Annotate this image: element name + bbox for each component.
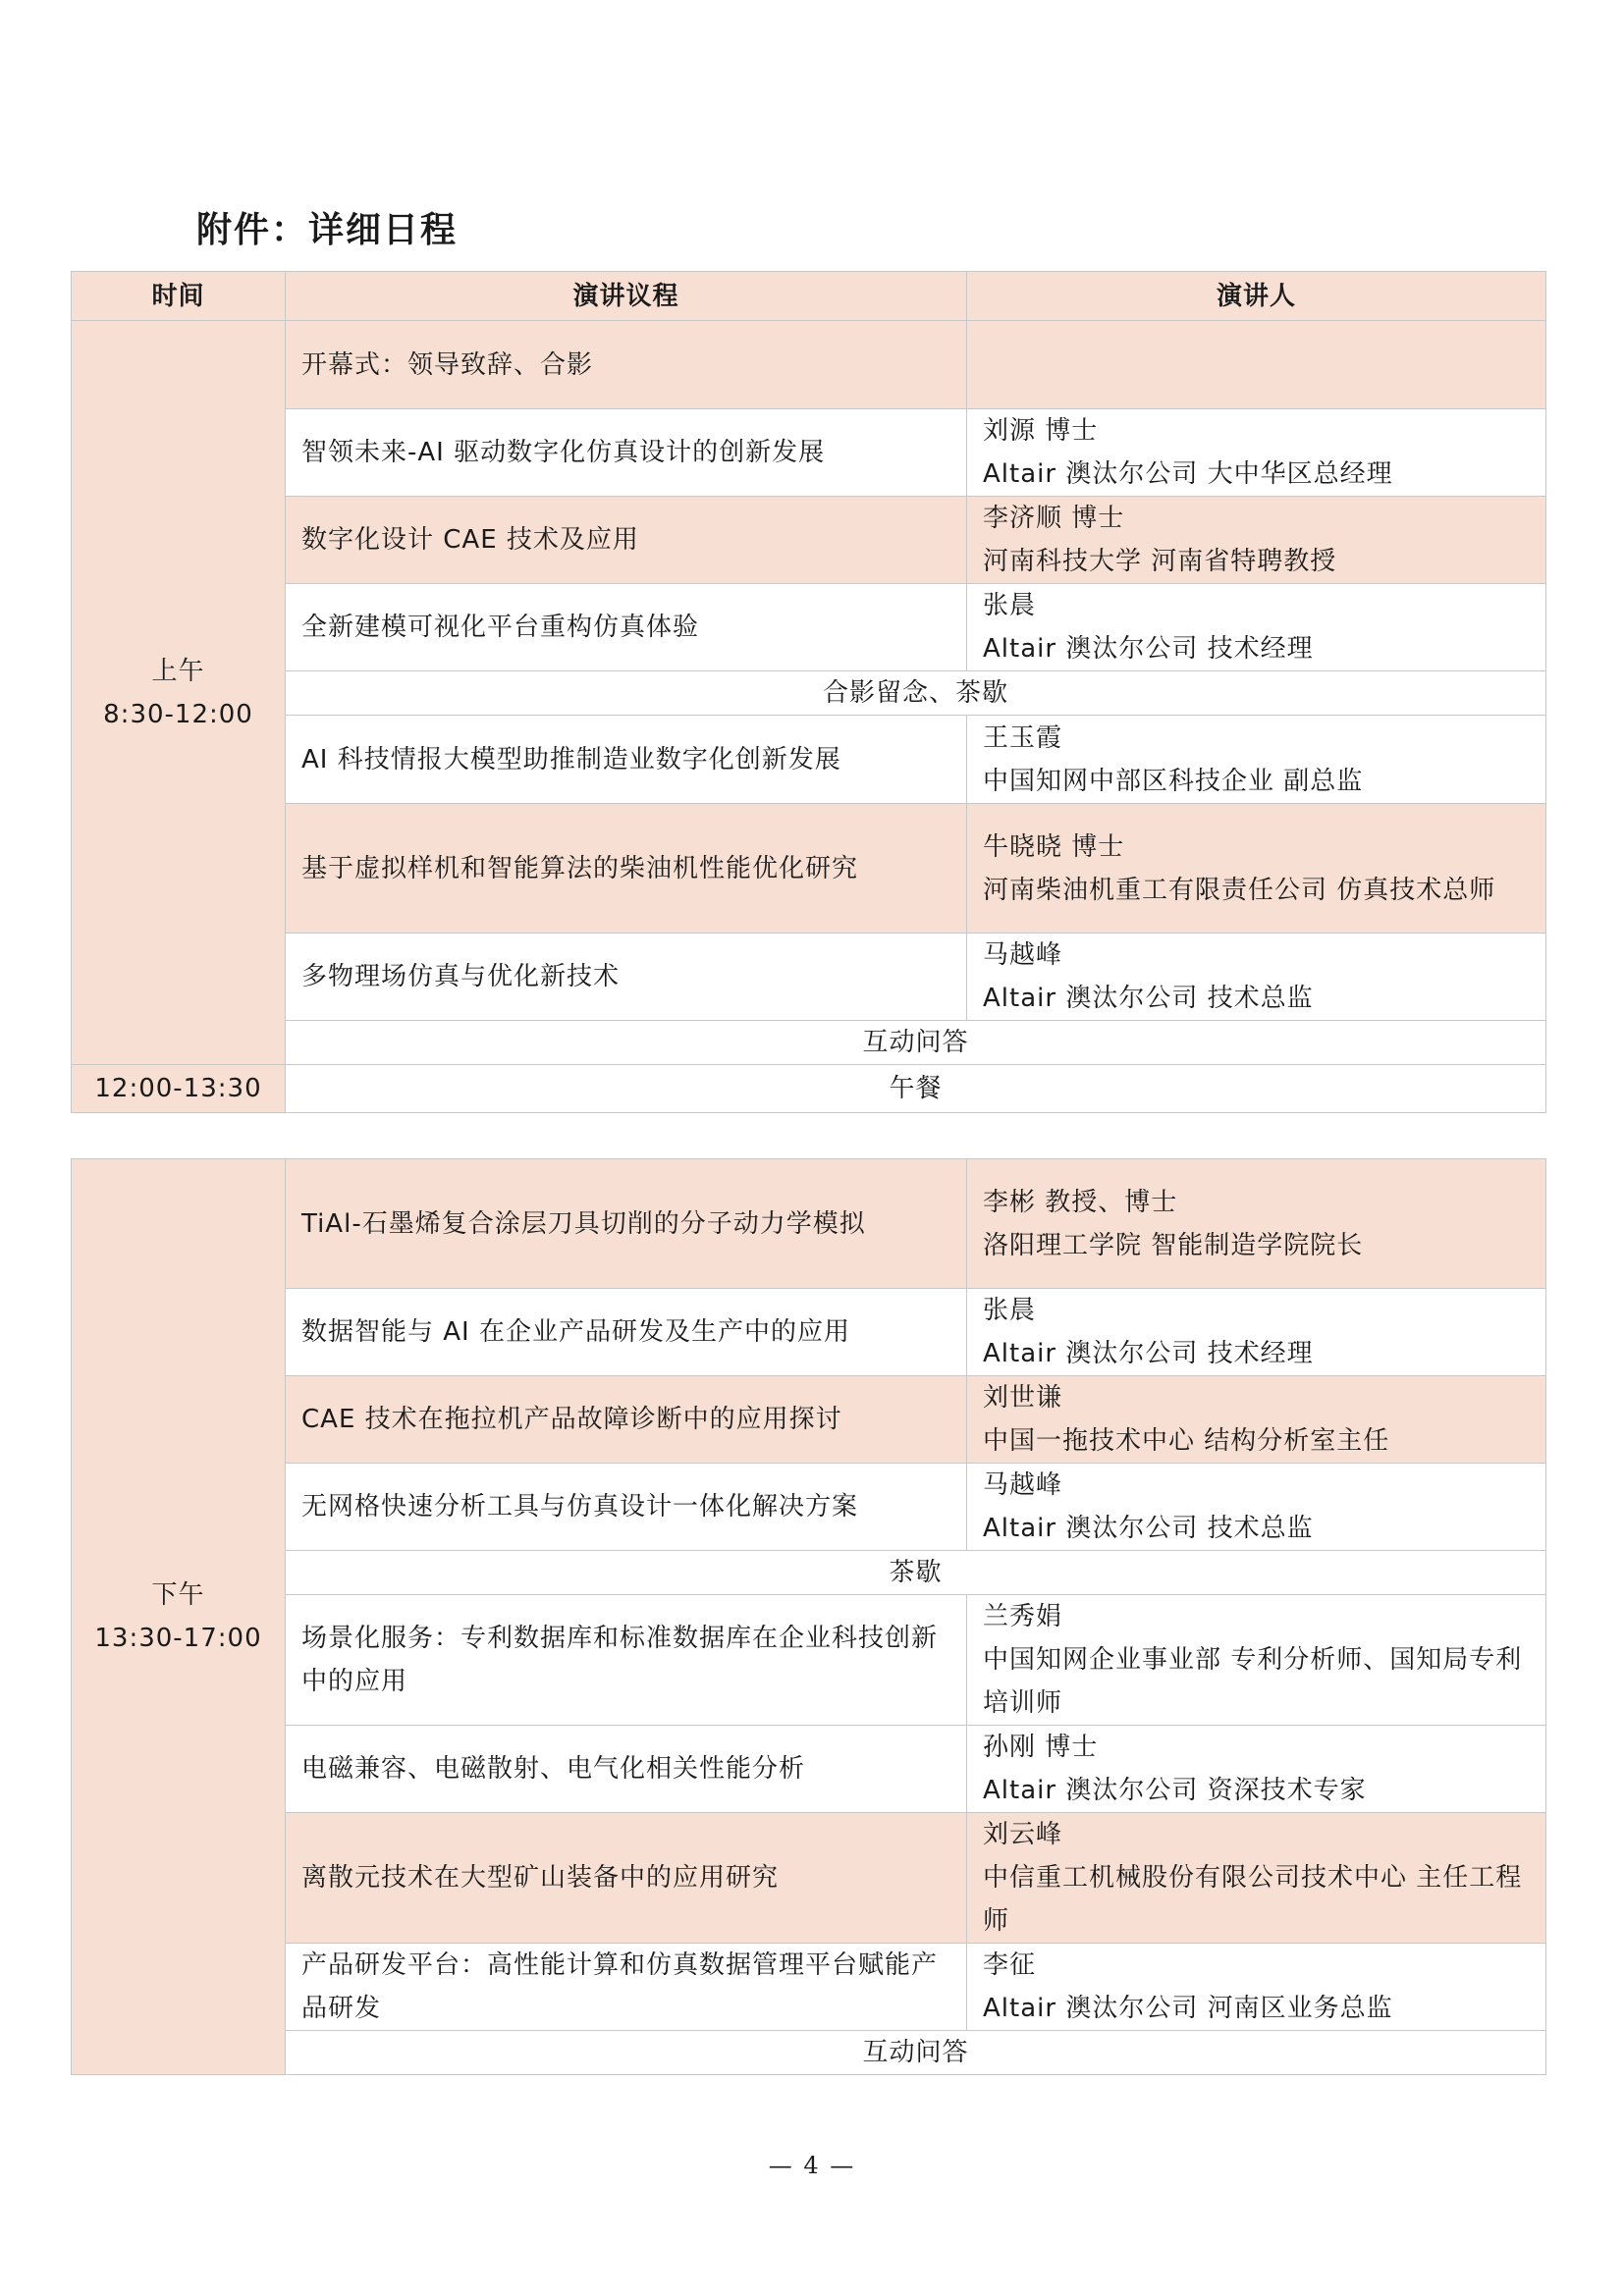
schedule-row (72, 1289, 1546, 1376)
speaker-name: 张晨 (983, 591, 1037, 620)
speaker-cell (967, 1289, 1546, 1376)
break-label: 合影留念、茶歇 (286, 671, 1546, 716)
schedule-row (72, 1464, 1546, 1551)
speaker-affiliation: 中国知网企业事业部 专利分析师、国知局专利培训师 (983, 1645, 1523, 1718)
header-time: 时间 (72, 272, 286, 321)
qa-row (72, 1021, 1546, 1065)
speaker-cell (967, 1944, 1546, 2031)
break-row (72, 1551, 1546, 1595)
speaker-cell (967, 409, 1546, 497)
speaker-name: 兰秀娟 (983, 1602, 1063, 1631)
speaker-name: 马越峰 (983, 1470, 1063, 1500)
topic-cell: 数据智能与 AI 在企业产品研发及生产中的应用 (286, 1289, 967, 1376)
speaker-cell (967, 934, 1546, 1021)
qa-row (72, 2031, 1546, 2075)
schedule-row (72, 934, 1546, 1021)
speaker-affiliation: 中国知网中部区科技企业 副总监 (983, 766, 1364, 796)
schedule-row (72, 716, 1546, 804)
topic-cell: 基于虚拟样机和智能算法的柴油机性能优化研究 (286, 804, 967, 934)
break-label: 茶歇 (286, 1551, 1546, 1595)
speaker-name: 李济顺 博士 (983, 504, 1125, 533)
topic-cell: 多物理场仿真与优化新技术 (286, 934, 967, 1021)
topic-cell: AI 科技情报大模型助推制造业数字化创新发展 (286, 716, 967, 804)
schedule-row (72, 1813, 1546, 1944)
speaker-affiliation: 河南柴油机重工有限责任公司 仿真技术总师 (983, 875, 1496, 905)
speaker-name: 张晨 (983, 1296, 1037, 1325)
speaker-name: 牛晓晓 博士 (983, 831, 1125, 862)
topic-cell: CAE 技术在拖拉机产品故障诊断中的应用探讨 (286, 1376, 967, 1464)
speaker-affiliation: 洛阳理工学院 智能制造学院院长 (983, 1230, 1364, 1260)
speaker-name: 李征 (983, 1950, 1037, 1980)
speaker-name: 刘世谦 (983, 1383, 1063, 1413)
header-topic: 演讲议程 (286, 272, 967, 321)
speaker-affiliation: 中国一拖技术中心 结构分析室主任 (983, 1426, 1390, 1456)
topic-cell: 场景化服务：专利数据库和标准数据库在企业科技创新中的应用 (286, 1595, 967, 1726)
schedule-row (72, 584, 1546, 671)
schedule-row (72, 1595, 1546, 1726)
speaker-name: 孙刚 博士 (983, 1733, 1099, 1762)
lunch-row (72, 1065, 1546, 1113)
page-number: — 4 — (768, 2152, 856, 2179)
period-time: 13:30-17:00 (94, 1624, 262, 1653)
header-speaker: 演讲人 (967, 272, 1546, 321)
topic-cell: 离散元技术在大型矿山装备中的应用研究 (286, 1813, 967, 1944)
qa-label: 互动问答 (286, 1021, 1546, 1065)
speaker-affiliation: Altair 澳汰尔公司 河南区业务总监 (983, 1994, 1393, 2023)
speaker-cell (967, 321, 1546, 409)
speaker-cell (967, 716, 1546, 804)
speaker-name: 刘源 博士 (983, 416, 1099, 446)
speaker-cell (967, 1813, 1546, 1944)
qa-label: 互动问答 (286, 2031, 1546, 2075)
schedule-row (72, 804, 1546, 934)
schedule-row (72, 409, 1546, 497)
lunch-label: 午餐 (286, 1065, 1546, 1113)
speaker-cell (967, 1726, 1546, 1813)
speaker-affiliation: Altair 澳汰尔公司 技术总监 (983, 1514, 1314, 1543)
speaker-affiliation: Altair 澳汰尔公司 技术经理 (983, 634, 1314, 664)
speaker-cell (967, 1376, 1546, 1464)
period-label: 下午 (151, 1580, 205, 1610)
lunch-time: 12:00-13:30 (72, 1065, 286, 1113)
speaker-cell (967, 1464, 1546, 1551)
speaker-affiliation: Altair 澳汰尔公司 技术经理 (983, 1339, 1314, 1368)
speaker-cell (967, 1595, 1546, 1726)
page-title: 附件：详细日程 (196, 210, 459, 250)
afternoon-schedule-table (71, 1158, 1546, 2075)
topic-cell: 产品研发平台：高性能计算和仿真数据管理平台赋能产品研发 (286, 1944, 967, 2031)
speaker-affiliation: 河南科技大学 河南省特聘教授 (983, 547, 1337, 576)
speaker-cell (967, 1159, 1546, 1289)
schedule-row (72, 497, 1546, 584)
topic-cell: 智领未来-AI 驱动数字化仿真设计的创新发展 (286, 409, 967, 497)
speaker-cell (967, 584, 1546, 671)
topic-cell: 开幕式：领导致辞、合影 (286, 321, 967, 409)
period-time: 8:30-12:00 (103, 699, 253, 729)
speaker-name: 王玉霞 (983, 722, 1063, 753)
speaker-name: 李彬 教授、博士 (983, 1187, 1178, 1217)
schedule-row (72, 1376, 1546, 1464)
afternoon-time-cell (72, 1159, 286, 2075)
schedule-row (72, 1726, 1546, 1813)
speaker-affiliation: Altair 澳汰尔公司 大中华区总经理 (983, 459, 1393, 489)
break-row (72, 671, 1546, 716)
schedule-row (72, 1944, 1546, 2031)
speaker-name: 刘云峰 (983, 1820, 1063, 1849)
period-label: 上午 (151, 656, 205, 686)
schedule-row (72, 1159, 1546, 1289)
table-header-row (72, 272, 1546, 321)
topic-cell: 电磁兼容、电磁散射、电气化相关性能分析 (286, 1726, 967, 1813)
topic-cell: 数字化设计 CAE 技术及应用 (286, 497, 967, 584)
topic-cell: TiAl-石墨烯复合涂层刀具切削的分子动力学模拟 (286, 1159, 967, 1289)
topic-cell: 全新建模可视化平台重构仿真体验 (286, 584, 967, 671)
speaker-affiliation: 中信重工机械股份有限公司技术中心 主任工程师 (983, 1863, 1523, 1936)
topic-cell: 无网格快速分析工具与仿真设计一体化解决方案 (286, 1464, 967, 1551)
speaker-affiliation: Altair 澳汰尔公司 技术总监 (983, 984, 1314, 1013)
morning-schedule-table (71, 271, 1546, 1113)
speaker-cell (967, 804, 1546, 934)
schedule-row (72, 321, 1546, 409)
speaker-cell (967, 497, 1546, 584)
speaker-affiliation: Altair 澳汰尔公司 资深技术专家 (983, 1776, 1367, 1805)
speaker-name: 马越峰 (983, 940, 1063, 970)
morning-time-cell (72, 321, 286, 1065)
